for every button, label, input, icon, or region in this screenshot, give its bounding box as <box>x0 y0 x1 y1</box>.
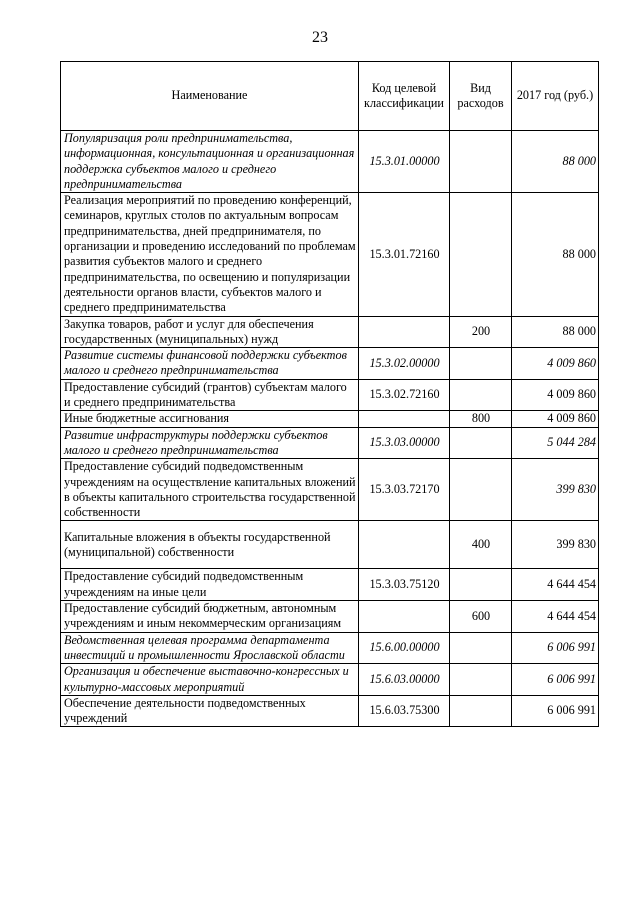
row-code: 15.3.01.72160 <box>359 193 450 316</box>
budget-table <box>60 61 599 727</box>
row-kind <box>450 664 512 696</box>
row-code: 15.6.00.00000 <box>359 632 450 664</box>
row-kind <box>450 131 512 193</box>
header-kind: Вид расходов <box>450 62 512 131</box>
row-kind <box>450 193 512 316</box>
row-code: 15.3.02.00000 <box>359 348 450 380</box>
row-name: Ведомственная целевая программа департамента инвестиций и промышленности Ярославской области <box>61 632 359 664</box>
row-amount: 4 009 860 <box>512 411 599 427</box>
table-row <box>61 411 599 427</box>
row-kind <box>450 459 512 521</box>
row-amount: 6 006 991 <box>512 664 599 696</box>
row-code: 15.3.02.72160 <box>359 379 450 411</box>
table-row <box>61 521 599 569</box>
row-kind <box>450 427 512 459</box>
table-row <box>61 601 599 633</box>
row-kind <box>450 632 512 664</box>
row-kind <box>450 379 512 411</box>
row-name: Предоставление субсидий подведомственным учреждениям на осуществление капитальных вложений в объекты капитального строительства государственной собственности <box>61 459 359 521</box>
row-kind: 200 <box>450 316 512 348</box>
row-name: Предоставление субсидий подведомственным учреждениям на иные цели <box>61 569 359 601</box>
table-row <box>61 427 599 459</box>
row-amount: 4 009 860 <box>512 348 599 380</box>
row-code <box>359 316 450 348</box>
row-name: Иные бюджетные ассигнования <box>61 411 359 427</box>
row-amount: 6 006 991 <box>512 632 599 664</box>
row-code: 15.3.03.75120 <box>359 569 450 601</box>
row-name: Развитие системы финансовой поддержки субъектов малого и среднего предпринимательства <box>61 348 359 380</box>
row-kind: 800 <box>450 411 512 427</box>
row-amount: 88 000 <box>512 193 599 316</box>
row-name: Предоставление субсидий бюджетным, автономным учреждениям и иным некоммерческим организациям <box>61 601 359 633</box>
row-amount: 399 830 <box>512 459 599 521</box>
row-amount: 4 644 454 <box>512 569 599 601</box>
row-kind: 400 <box>450 521 512 569</box>
row-code: 15.3.03.00000 <box>359 427 450 459</box>
row-kind <box>450 348 512 380</box>
table-row <box>61 131 599 193</box>
row-amount: 4 644 454 <box>512 601 599 633</box>
table-row <box>61 632 599 664</box>
table-row <box>61 664 599 696</box>
row-name: Развитие инфраструктуры поддержки субъектов малого и среднего предпринимательства <box>61 427 359 459</box>
header-amount: 2017 год (руб.) <box>512 62 599 131</box>
row-amount: 4 009 860 <box>512 379 599 411</box>
row-name: Организация и обеспечение выставочно-конгрессных и культурно-массовых мероприятий <box>61 664 359 696</box>
row-amount: 399 830 <box>512 521 599 569</box>
row-name: Закупка товаров, работ и услуг для обеспечения государственных (муниципальных) нужд <box>61 316 359 348</box>
row-code: 15.6.03.75300 <box>359 695 450 727</box>
row-code <box>359 521 450 569</box>
table-row <box>61 348 599 380</box>
row-code <box>359 601 450 633</box>
row-name: Обеспечение деятельности подведомственных учреждений <box>61 695 359 727</box>
header-code: Код целевой классификации <box>359 62 450 131</box>
row-name: Предоставление субсидий (грантов) субъектам малого и среднего предпринимательства <box>61 379 359 411</box>
table-header-row <box>61 62 599 131</box>
row-code <box>359 411 450 427</box>
table-row <box>61 459 599 521</box>
row-amount: 5 044 284 <box>512 427 599 459</box>
row-name: Капитальные вложения в объекты государственной (муниципальной) собственности <box>61 521 359 569</box>
row-code: 15.3.03.72170 <box>359 459 450 521</box>
row-code: 15.6.03.00000 <box>359 664 450 696</box>
row-name: Реализация мероприятий по проведению конференций, семинаров, круглых столов по актуальным вопросам предпринимательства, дней предпринимателя, по организации и проведению исследований по проблемам развития субъектов малого и среднего предпринимательства, по освещению и популяризации деятельности органов власти, субъектов малого и среднего предпринимательства <box>61 193 359 316</box>
row-name: Популяризация роли предпринимательства, информационная, консультационная и организационная поддержка субъектов малого и среднего предпринимательства <box>61 131 359 193</box>
page-number: 23 <box>312 29 328 46</box>
row-code: 15.3.01.00000 <box>359 131 450 193</box>
table-row <box>61 316 599 348</box>
table-row <box>61 379 599 411</box>
table-row <box>61 695 599 727</box>
header-name: Наименование <box>61 62 359 131</box>
table-row <box>61 569 599 601</box>
row-amount: 88 000 <box>512 131 599 193</box>
row-kind <box>450 569 512 601</box>
row-amount: 6 006 991 <box>512 695 599 727</box>
row-amount: 88 000 <box>512 316 599 348</box>
row-kind: 600 <box>450 601 512 633</box>
row-kind <box>450 695 512 727</box>
table-row <box>61 193 599 316</box>
